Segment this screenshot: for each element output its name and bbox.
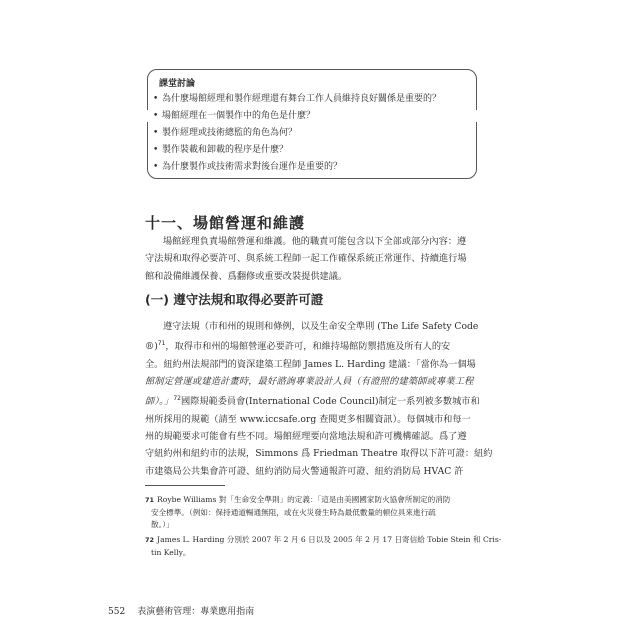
footnote-divider [145,485,225,486]
bullet-icon: • [153,111,159,121]
bullet-icon: • [153,162,159,172]
discussion-list [153,91,441,176]
discussion-item: • 為什麼場館經理和製作經理還有舞台工作人員維持良好關係是重要的？ [153,91,441,108]
discussion-item: • 場館經理在一個製作中的角色是什麼？ [153,108,441,125]
section-intro: 場館經理負責場館營運和維護。他的職責可能包含以下全部或部分內容：遵 守法規和取得必要許可、與系統工程師一起工作確保系統正常運作、持續進行場 館和設備維護保養、爲翻修或重要改裝提供建議。 [145,236,467,282]
footnote-ref-71: 71 [157,340,166,348]
footnote-ref-72: 72 [173,395,181,403]
footnote-71: 71 Roybe Williams 對「生命安全準則」的定義：「這是由美國國家防火協會所制定的消防 安全標準。（例如：保持通道暢通無阻，或在火災發生時為最低數量的頓位具來進行疏 散。）」 [145,495,451,529]
discussion-item: • 製作裝載和卸載的程序是什麼？ [153,142,441,159]
subsection-heading: (一) 遵守法規和取得必要許可證 [145,292,324,307]
section-heading: 十一、場館營運和維護 [145,214,306,232]
bullet-icon: • [153,94,159,104]
page-footer [108,604,266,617]
subsection-body: 遵守法規（市和州的規則和條例，以及生命安全準則 (The Life Safety Code ®)$^{71}$，取得市和州的場館營運必要許可，和維持場館防禦措施及所有人的安 全。紐約州法規部門的資深建築工程師 James L. Harding 建議：「當你為一個場 館制定營運或建造計畫時，最好諮詢專業設計人員（有證照的建築師或專業工程 師）。」$^{72}$國際規範委員會(International Code Council)制定一系列被多數城市和 州所採用的規範（請至 www.iccsafe.org 查閱更多相關資訊）。每個城市和每一 州的規範要求可能會有些不同。場館經理要向當地法規和許可機構確認。爲了遵 守紐約州和紐約市的法規，Simmons 爲 Friedman Theatre 取得以下許可證：紐約 市建築局公共集會許可證、紐約消防局火警通報許可證、紐約消防局 HVAC 許 [145,321,493,477]
discussion-title: 課堂討論 [159,79,196,89]
footnote-72: 72 James L. Harding 分別於 2007 年 2 月 6 日以及 2005 年 2 月 17 日寄信給 Tobie Stein 和 Cris- tin Kelly。 [145,535,502,557]
page-number: 552 [108,607,126,617]
book-title: 表演藝術管理：專業應用指南 [137,607,255,617]
discussion-item: • 製作經理或技術總監的角色為何？ [153,125,441,142]
bullet-icon: • [153,128,159,138]
bullet-icon: • [153,145,159,155]
discussion-item: • 為什麼製作或技術需求對後台運作是重要的？ [153,159,441,176]
